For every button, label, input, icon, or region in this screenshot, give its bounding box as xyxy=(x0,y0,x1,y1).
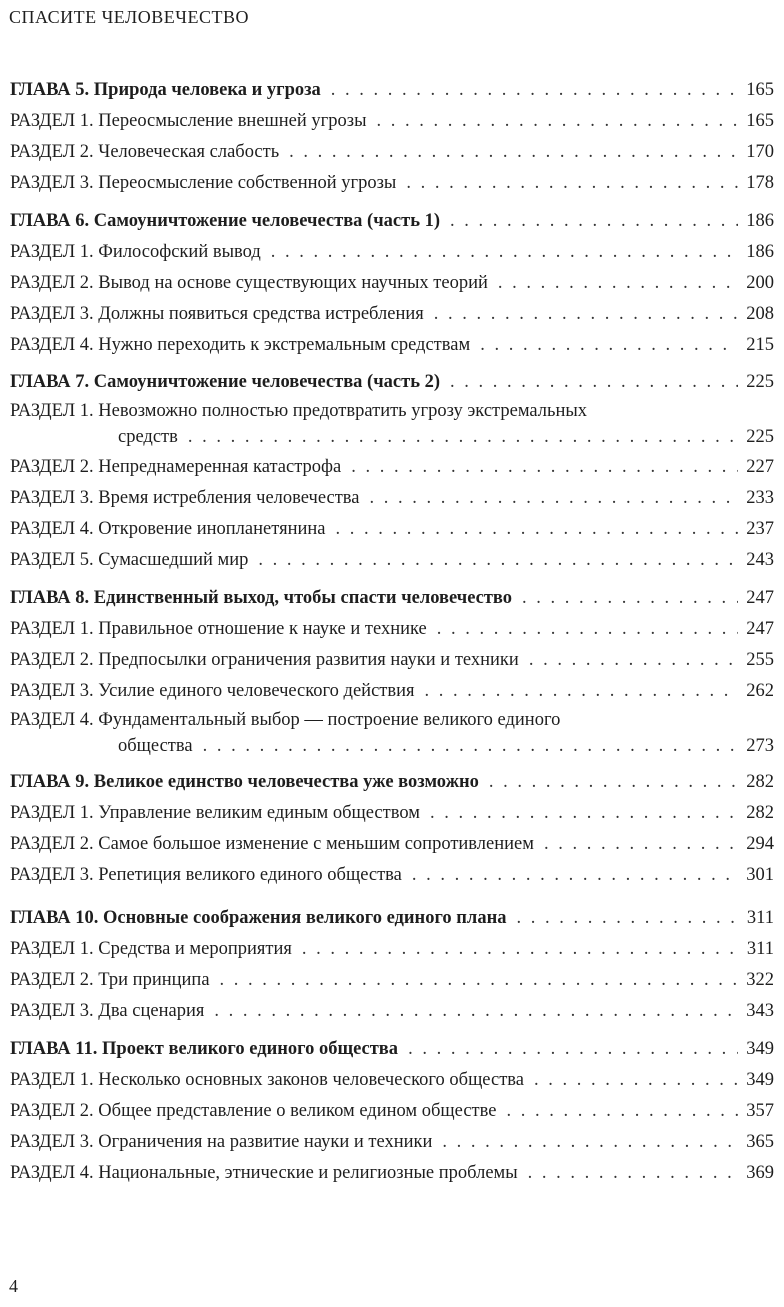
dot-leader xyxy=(528,1158,739,1189)
page-number: 233 xyxy=(746,488,774,508)
chapter-title: ГЛАВА 5. Природа человека и угроза xyxy=(10,80,321,100)
section-entry[interactable] xyxy=(10,965,774,996)
section-entry[interactable] xyxy=(10,330,774,361)
running-head: СПАСИТЕ ЧЕЛОВЕЧЕСТВО xyxy=(9,7,249,27)
chapter-title: ГЛАВА 7. Самоуничтожение человечества (часть 2) xyxy=(10,372,441,392)
section-title: РАЗДЕЛ 1. Переосмысление внешней угрозы xyxy=(10,111,367,131)
chapter-entry[interactable] xyxy=(10,767,774,798)
section-title: РАЗДЕЛ 1. Управление великим единым обществом xyxy=(10,803,420,823)
chapter-group xyxy=(10,583,774,761)
section-entry[interactable] xyxy=(10,137,774,168)
chapter-group xyxy=(10,767,774,891)
table-of-contents xyxy=(10,75,774,1189)
page-number: 349 xyxy=(746,1069,774,1090)
dot-leader xyxy=(203,733,739,759)
dot-leader xyxy=(480,330,738,361)
section-title: РАЗДЕЛ 2. Общее представление о великом едином обществе xyxy=(10,1100,497,1121)
chapter-title: ГЛАВА 8. Единственный выход, чтобы спасти человечество xyxy=(10,587,513,608)
section-title: РАЗДЕЛ 4. Нужно переходить к экстремальным средствам xyxy=(10,334,471,355)
page-number: 365 xyxy=(746,1131,774,1152)
page-number: 200 xyxy=(746,272,774,293)
section-entry[interactable] xyxy=(10,268,774,299)
dot-leader xyxy=(289,137,738,168)
dot-leader xyxy=(412,860,738,891)
page-number: 178 xyxy=(746,173,774,193)
page-number: 165 xyxy=(746,80,774,100)
chapter-group xyxy=(10,1034,774,1189)
page-number: 186 xyxy=(746,241,774,262)
section-entry[interactable] xyxy=(10,934,774,965)
page-number: 170 xyxy=(746,142,774,162)
page-number: 208 xyxy=(746,303,774,324)
chapter-title: ГЛАВА 11. Проект великого единого общества xyxy=(10,1038,399,1059)
section-entry[interactable] xyxy=(10,398,774,452)
section-title: РАЗДЕЛ 3. Ограничения на развитие науки и техники xyxy=(10,1131,433,1152)
page-number: 227 xyxy=(746,457,774,477)
dot-leader xyxy=(188,424,738,450)
page-number: 247 xyxy=(746,587,774,608)
section-entry[interactable] xyxy=(10,1127,774,1158)
section-entry[interactable] xyxy=(10,1158,774,1189)
dot-leader xyxy=(529,645,738,676)
section-title: РАЗДЕЛ 1. Философский вывод xyxy=(10,241,261,262)
page-number: 349 xyxy=(746,1038,774,1059)
section-entry[interactable] xyxy=(10,545,774,576)
page-number: 225 xyxy=(746,427,774,447)
section-entry[interactable] xyxy=(10,1096,774,1127)
section-entry[interactable] xyxy=(10,514,774,545)
page-number: 311 xyxy=(746,939,774,959)
dot-leader xyxy=(434,299,738,330)
section-title: РАЗДЕЛ 4. Откровение инопланетянина xyxy=(10,519,326,539)
section-title: РАЗДЕЛ 3. Должны появиться средства истребления xyxy=(10,303,424,324)
dot-leader xyxy=(406,168,738,199)
dot-leader xyxy=(331,75,738,106)
dot-leader xyxy=(220,965,739,996)
dot-leader xyxy=(377,106,739,137)
section-title: РАЗДЕЛ 2. Вывод на основе существующих научных теорий xyxy=(10,272,488,293)
dot-leader xyxy=(450,206,738,237)
dot-leader xyxy=(258,545,738,576)
section-entry[interactable] xyxy=(10,645,774,676)
section-title: РАЗДЕЛ 1. Невозможно полностью предотвратить угрозу экстремальных xyxy=(10,401,588,421)
section-entry[interactable] xyxy=(10,676,774,707)
dot-leader xyxy=(450,367,738,398)
section-entry[interactable] xyxy=(10,106,774,137)
section-title-continuation-line xyxy=(10,733,774,759)
section-title-continuation-line xyxy=(10,424,774,450)
dot-leader xyxy=(544,829,738,860)
chapter-group xyxy=(10,903,774,1027)
chapter-entry[interactable] xyxy=(10,1034,774,1065)
dot-leader xyxy=(425,676,739,707)
chapter-title: ГЛАВА 9. Великое единство человечества уже возможно xyxy=(10,772,479,792)
chapter-group xyxy=(10,367,774,576)
section-title: РАЗДЕЛ 2. Самое большое изменение с меньшим сопротивлением xyxy=(10,834,534,854)
section-title-continuation: средств xyxy=(118,427,178,447)
page-number: 357 xyxy=(746,1100,774,1121)
dot-leader xyxy=(437,614,739,645)
section-title: РАЗДЕЛ 1. Несколько основных законов человеческого общества xyxy=(10,1069,524,1090)
section-title: РАЗДЕЛ 3. Усилие единого человеческого действия xyxy=(10,680,415,701)
page-number: 311 xyxy=(746,908,774,928)
page-folio: 4 xyxy=(9,1276,18,1296)
dot-leader xyxy=(534,1065,738,1096)
section-title-continuation: общества xyxy=(118,735,193,756)
section-entry[interactable] xyxy=(10,829,774,860)
dot-leader xyxy=(506,1096,738,1127)
page-number: 165 xyxy=(746,111,774,131)
dot-leader xyxy=(302,934,739,965)
section-title: РАЗДЕЛ 2. Непреднамеренная катастрофа xyxy=(10,457,342,477)
dot-leader xyxy=(498,268,738,299)
page-number: 301 xyxy=(746,865,774,885)
chapter-entry[interactable] xyxy=(10,903,774,934)
chapter-group xyxy=(10,75,774,199)
section-title: РАЗДЕЛ 4. Фундаментальный выбор — построение великого единого xyxy=(10,709,561,730)
page-number: 247 xyxy=(746,618,774,639)
page-number: 294 xyxy=(746,834,774,854)
section-entry[interactable] xyxy=(10,860,774,891)
page-number: 273 xyxy=(746,735,774,756)
section-title: РАЗДЕЛ 1. Правильное отношение к науке и технике xyxy=(10,618,427,639)
dot-leader xyxy=(408,1034,738,1065)
dot-leader xyxy=(489,767,738,798)
section-title: РАЗДЕЛ 3. Репетиция великого единого общества xyxy=(10,865,402,885)
page-number: 225 xyxy=(746,372,774,392)
section-title: РАЗДЕЛ 2. Человеческая слабость xyxy=(10,142,280,162)
section-entry[interactable] xyxy=(10,299,774,330)
dot-leader xyxy=(442,1127,738,1158)
page-number: 186 xyxy=(746,210,774,231)
page-number: 262 xyxy=(746,680,774,701)
chapter-entry[interactable] xyxy=(10,583,774,614)
chapter-entry[interactable] xyxy=(10,367,774,398)
chapter-title: ГЛАВА 10. Основные соображения великого единого плана xyxy=(10,908,507,928)
dot-leader xyxy=(370,483,739,514)
section-entry[interactable] xyxy=(10,996,774,1027)
page-number: 343 xyxy=(746,1001,774,1021)
chapter-entry[interactable] xyxy=(10,75,774,106)
page-number: 255 xyxy=(746,649,774,670)
page-number: 282 xyxy=(746,772,774,792)
section-title: РАЗДЕЛ 2. Три принципа xyxy=(10,970,210,990)
chapter-entry[interactable] xyxy=(10,206,774,237)
section-entry[interactable] xyxy=(10,237,774,268)
chapter-title: ГЛАВА 6. Самоуничтожение человечества (часть 1) xyxy=(10,210,441,231)
section-entry[interactable] xyxy=(10,707,774,761)
section-entry[interactable] xyxy=(10,798,774,829)
page-number: 215 xyxy=(746,334,774,355)
page-number: 369 xyxy=(746,1162,774,1183)
page-number: 282 xyxy=(746,803,774,823)
section-title: РАЗДЕЛ 3. Переосмысление собственной угрозы xyxy=(10,173,397,193)
dot-leader xyxy=(516,903,738,934)
section-entry[interactable] xyxy=(10,168,774,199)
section-title: РАЗДЕЛ 5. Сумасшедший мир xyxy=(10,550,249,570)
dot-leader xyxy=(430,798,738,829)
section-title: РАЗДЕЛ 2. Предпосылки ограничения развития науки и техники xyxy=(10,649,519,670)
dot-leader xyxy=(271,237,739,268)
section-entry[interactable] xyxy=(10,452,774,483)
section-title: РАЗДЕЛ 3. Время истребления человечества xyxy=(10,488,360,508)
page-number: 237 xyxy=(746,519,774,539)
section-title: РАЗДЕЛ 1. Средства и мероприятия xyxy=(10,939,292,959)
section-entry[interactable] xyxy=(10,1065,774,1096)
page-number: 243 xyxy=(746,550,774,570)
dot-leader xyxy=(522,583,738,614)
section-title: РАЗДЕЛ 3. Два сценария xyxy=(10,1001,205,1021)
section-entry[interactable] xyxy=(10,483,774,514)
section-title: РАЗДЕЛ 4. Национальные, этнические и религиозные проблемы xyxy=(10,1162,518,1183)
dot-leader xyxy=(351,452,738,483)
page-number: 322 xyxy=(746,970,774,990)
chapter-group xyxy=(10,206,774,361)
dot-leader xyxy=(214,996,738,1027)
section-entry[interactable] xyxy=(10,614,774,645)
dot-leader xyxy=(336,514,739,545)
